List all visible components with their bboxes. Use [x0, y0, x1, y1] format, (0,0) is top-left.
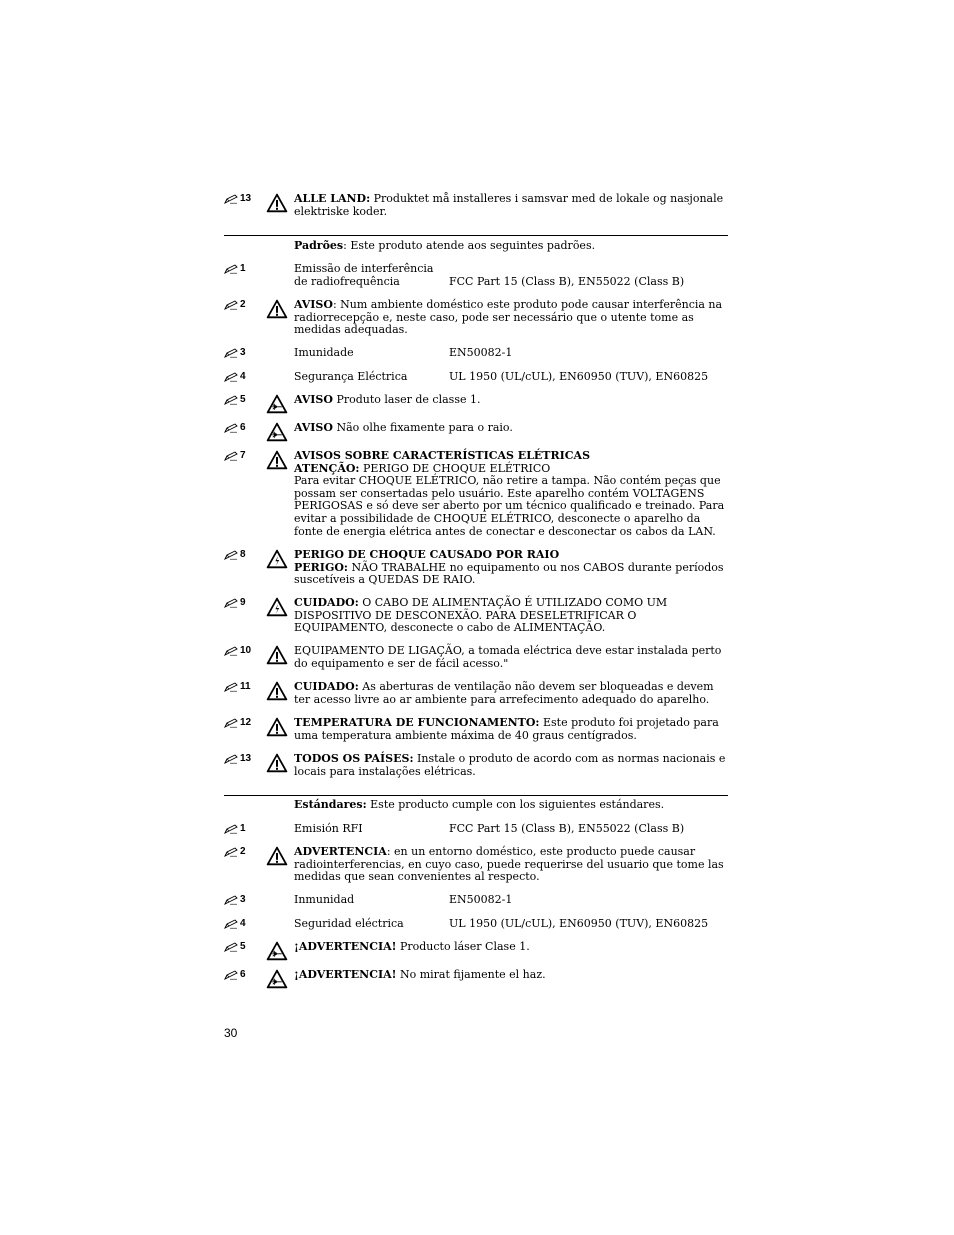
- entry-number: 6: [240, 422, 246, 433]
- pencil-icon: [224, 300, 238, 310]
- section-title: Padrões: [294, 239, 344, 252]
- entry-number: 1: [240, 823, 246, 834]
- entry-marker: [224, 918, 254, 930]
- entry-number: 3: [240, 347, 246, 358]
- warning-icon: [266, 753, 288, 773]
- entry-text: [294, 645, 728, 670]
- section-intro: [294, 799, 728, 812]
- pencil-icon: [224, 682, 238, 692]
- entry-body: No mirat fijamente el haz.: [396, 968, 546, 981]
- standard-value: FCC Part 15 (Class B), EN55022 (Class B): [449, 822, 685, 835]
- entry-body: Não olhe fixamente para o raio.: [332, 421, 513, 434]
- standard-value: UL 1950 (UL/cUL), EN60950 (TUV), EN60825: [449, 370, 709, 383]
- entry-marker: [224, 846, 254, 858]
- entry-marker: [224, 894, 254, 906]
- entry-marker: [224, 969, 254, 981]
- entry-marker: [224, 597, 254, 609]
- entry-number: 6: [240, 969, 246, 980]
- entry-body: : Num ambiente doméstico este produto pode causar interferência na radiorrecepção e, neste caso, pode ser necessário que o utente tome as medidas adequadas.: [294, 298, 723, 337]
- pencil-icon: [224, 423, 238, 433]
- entry-text: [294, 941, 728, 954]
- entry-text: [294, 450, 728, 538]
- pencil-icon: [224, 754, 238, 764]
- entry-marker: [224, 549, 254, 561]
- laser-warning-icon: [266, 941, 288, 961]
- entry-title: ¡ADVERTENCIA!: [294, 968, 397, 981]
- entry-marker: [224, 347, 254, 359]
- entry-text: [294, 597, 728, 635]
- pencil-icon: [224, 970, 238, 980]
- standard-value: FCC Part 15 (Class B), EN55022 (Class B): [449, 274, 685, 288]
- entry-body: Produto laser de classe 1.: [332, 393, 481, 406]
- laser-warning-icon: [266, 394, 288, 414]
- entry-body: Para evitar CHOQUE ELÉTRICO, não retire a tampa. Não contém peças que possam ser consertadas pelo usuário. Este aparelho contém VOLTAGENS PERIGOSAS e só deve ser aberto por um técnico qualificado e treinado. Para evitar a possibilidade de CHOQUE ELÉTRICO, desconecte o aparelho da fonte de energia elétrica antes de conectar e desconectar os cabos da LAN.: [294, 474, 725, 538]
- warning-icon: [266, 193, 288, 213]
- entry-marker: [224, 193, 254, 205]
- section-intro: [294, 240, 728, 253]
- entry-marker: [224, 645, 254, 657]
- warning-icon: [266, 645, 288, 665]
- entry-number: 5: [240, 941, 246, 952]
- warning-icon: [266, 681, 288, 701]
- entry-body: Instale o produto de acordo com as normas nacionais e locais para instalações elétricas.: [294, 752, 726, 778]
- entry-marker: [224, 299, 254, 311]
- entry-marker: [224, 450, 254, 462]
- entry-title: CUIDADO:: [294, 680, 359, 693]
- entry-subtext: NÃO TRABALHE no equipamento ou nos CABOS durante períodos suscetíveis a QUEDAS DE RAIO.: [294, 560, 724, 587]
- section-divider: [224, 235, 728, 236]
- standard-label: Seguridad eléctrica: [294, 917, 404, 930]
- pencil-icon: [224, 264, 238, 274]
- entry-marker: [224, 941, 254, 953]
- entry-title: TEMPERATURA DE FUNCIONAMENTO:: [294, 716, 540, 729]
- entry-number: 8: [240, 549, 246, 560]
- pencil-icon: [224, 372, 238, 382]
- standard-label: Emisión RFI: [294, 822, 363, 835]
- entry-text: [294, 753, 728, 778]
- entry-marker: [224, 717, 254, 729]
- pencil-icon: [224, 824, 238, 834]
- warning-icon: [266, 846, 288, 866]
- entry-number: 13: [240, 753, 252, 764]
- entry-subtext: PERIGO DE CHOQUE ELÉTRICO: [359, 461, 551, 475]
- standard-label: Emissão de interferência de radiofrequência: [294, 262, 434, 288]
- pencil-icon: [224, 942, 238, 952]
- standard-value: UL 1950 (UL/cUL), EN60950 (TUV), EN60825: [449, 917, 709, 930]
- entry-title: TODOS OS PAÍSES:: [294, 752, 414, 765]
- entry-title: AVISO: [294, 393, 333, 406]
- entry-text: [294, 681, 728, 706]
- entry-title: AVISO: [294, 421, 333, 434]
- section-intro-text: Este producto cumple con los siguientes estándares.: [366, 798, 665, 811]
- entry-number: 4: [240, 918, 246, 929]
- entry-number: 3: [240, 894, 246, 905]
- entry-title: AVISOS SOBRE CARACTERÍSTICAS ELÉTRICAS: [294, 449, 591, 462]
- standard-value: EN50082-1: [449, 346, 513, 359]
- entry-body: Produktet må installeres i samsvar med de lokale og nasjonale elektriske koder.: [294, 192, 724, 218]
- entry-number: 7: [240, 450, 246, 461]
- electric-shock-icon: [266, 549, 288, 569]
- entry-text: [294, 549, 728, 587]
- standard-label: Inmunidad: [294, 893, 355, 906]
- section-title: Estándares:: [294, 798, 367, 811]
- entry-marker: [224, 263, 254, 275]
- section-intro-text: : Este produto atende aos seguintes padrões.: [343, 239, 596, 252]
- section-divider: [224, 795, 728, 796]
- laser-warning-icon: [266, 422, 288, 442]
- entry-number: 12: [240, 717, 252, 728]
- entry-number: 9: [240, 597, 246, 608]
- pencil-icon: [224, 395, 238, 405]
- entry-subtitle: PERIGO:: [294, 560, 348, 574]
- entry-marker: [224, 753, 254, 765]
- pencil-icon: [224, 895, 238, 905]
- entry-marker: [224, 681, 254, 693]
- entry-title: PERIGO DE CHOQUE CAUSADO POR RAIO: [294, 548, 560, 561]
- laser-warning-icon: [266, 969, 288, 989]
- pencil-icon: [224, 718, 238, 728]
- standard-value: EN50082-1: [449, 893, 513, 906]
- pencil-icon: [224, 451, 238, 461]
- entry-body: O CABO DE ALIMENTAÇÃO É UTILIZADO COMO UM DISPOSITIVO DE DESCONEXÃO. PARA DESELETRIFICAR O EQUIPAMENTO, desconecte o cabo de ALIMENTAÇÃO.: [294, 596, 668, 635]
- entry-body: Producto láser Clase 1.: [396, 940, 530, 953]
- entry-text: [294, 422, 728, 435]
- entry-marker: [224, 371, 254, 383]
- entry-text: [294, 193, 728, 218]
- entry-number: 4: [240, 371, 246, 382]
- entry-body: Este produto foi projetado para uma temperatura ambiente máxima de 40 graus centígrados.: [294, 716, 719, 742]
- pencil-icon: [224, 646, 238, 656]
- entry-title: ADVERTENCIA: [294, 845, 387, 858]
- entry-marker: [224, 422, 254, 434]
- warning-icon: [266, 450, 288, 470]
- entry-text: [294, 299, 728, 337]
- entry-number: 2: [240, 846, 246, 857]
- pencil-icon: [224, 847, 238, 857]
- pencil-icon: [224, 919, 238, 929]
- pencil-icon: [224, 598, 238, 608]
- entry-text: [294, 969, 728, 982]
- entry-number: 13: [240, 193, 252, 204]
- entry-subtitle: ATENÇÃO:: [294, 461, 360, 475]
- entry-number: 5: [240, 394, 246, 405]
- entry-number: 1: [240, 263, 246, 274]
- standard-label: Segurança Eléctrica: [294, 370, 408, 383]
- entry-title: ALLE LAND:: [294, 192, 371, 205]
- entry-title: ¡ADVERTENCIA!: [294, 940, 397, 953]
- entry-body: As aberturas de ventilação não devem ser bloqueadas e devem ter acesso livre ao ar ambiente para arrefecimento adequado do aparelho.: [294, 680, 714, 706]
- entry-title: AVISO: [294, 298, 333, 311]
- entry-text: [294, 717, 728, 742]
- entry-text: [294, 394, 728, 407]
- entry-marker: [224, 394, 254, 406]
- entry-number: 10: [240, 645, 252, 656]
- pencil-icon: [224, 194, 238, 204]
- entry-marker: [224, 823, 254, 835]
- entry-title: CUIDADO:: [294, 596, 359, 609]
- pencil-icon: [224, 348, 238, 358]
- electric-shock-icon: [266, 597, 288, 617]
- page-number: 30: [224, 1026, 238, 1040]
- standard-label: Imunidade: [294, 346, 354, 359]
- entry-number: 11: [240, 681, 251, 692]
- warning-icon: [266, 299, 288, 319]
- entry-body: : en un entorno doméstico, este producto puede causar radiointerferencias, en cuyo caso, puede requerirse del usuario que tome las medidas que sean convenientes al respecto.: [294, 845, 724, 884]
- entry-text: [294, 846, 728, 884]
- pencil-icon: [224, 550, 238, 560]
- entry-number: 2: [240, 299, 246, 310]
- warning-icon: [266, 717, 288, 737]
- entry-body: EQUIPAMENTO DE LIGAÇÃO, a tomada eléctrica deve estar instalada perto do equipamento e ser de fácil acesso.": [294, 644, 722, 670]
